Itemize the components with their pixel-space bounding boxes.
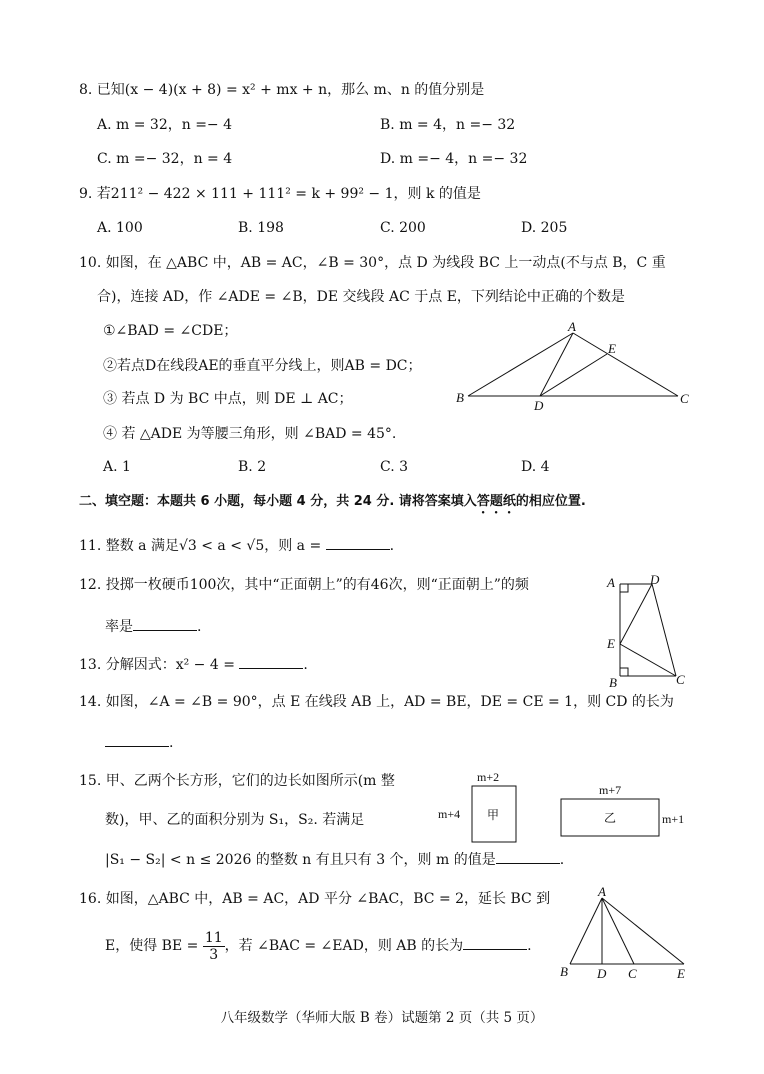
- q10-edge-de: [540, 354, 607, 396]
- q8-option-d: D. m =− 4，n =− 32: [380, 151, 528, 167]
- q16-label-a: A: [598, 886, 606, 899]
- q14-figure: [604, 572, 696, 690]
- q16-edge-ae: [602, 898, 684, 964]
- q15-answer-blank: [496, 849, 560, 864]
- q11-answer-blank: [326, 535, 390, 550]
- q16-label-e: E: [677, 966, 685, 981]
- q14-line1: 14. 如图，∠A = ∠B = 90°，点 E 在线段 AB 上，AD = BE，DE = CE = 1，则 CD 的长为: [79, 694, 674, 710]
- q13-answer-blank: [239, 654, 303, 669]
- q10-label-b: B: [456, 390, 464, 405]
- q12-line2: [105, 616, 201, 637]
- q12-answer-blank: [133, 616, 197, 631]
- q15-yi-side-label: m+1: [662, 812, 685, 826]
- q15-line2: 数)，甲、乙的面积分别为 S₁，S₂. 若满足: [105, 812, 365, 828]
- q8-option-c: C. m =− 32，n = 4: [97, 151, 233, 167]
- q10-label-d: D: [534, 398, 544, 413]
- q14-right-angle-b: [620, 668, 628, 676]
- q15-yi-label: 乙: [604, 811, 617, 825]
- section-2-heading: [79, 492, 586, 517]
- q8-stem: 8. 已知(x − 4)(x + 8) = x² + mx + n，那么 m、n 的值分别是: [79, 82, 485, 98]
- q16-answer-blank: [463, 935, 527, 950]
- q9-option-a: A. 100: [97, 220, 143, 236]
- q10-statement-4: ④ 若 △ADE 为等腰三角形，则 ∠BAD = 45°.: [103, 426, 397, 442]
- q10-option-a: A. 1: [103, 459, 131, 475]
- q10-triangle-figure: [450, 318, 700, 414]
- q10-line2: 合)，连接 AD，作 ∠ADE = ∠B，DE 交线段 AC 于点 E，下列结论中正确的个数是: [97, 289, 625, 305]
- section-2-head-text: 二、填空题：本题共 6 小题，每小题 4 分，共 24 分. 请将答案填入: [79, 494, 477, 509]
- q9-option-c: C. 200: [380, 220, 426, 236]
- section-2-emphasis: 答题纸: [476, 494, 516, 509]
- q10-edge-ac: [573, 333, 678, 396]
- q15-period: .: [559, 852, 565, 868]
- q9-stem: 9. 若211² − 422 × 111 + 111² = k + 99² − 1，则 k 的值是: [79, 186, 481, 202]
- q11-text: 11. 整数 a 满足√3 < a < √5，则 a =: [79, 538, 322, 554]
- q13-text: 13. 分解因式：x² − 4 =: [79, 657, 235, 673]
- q9-option-b: B. 198: [238, 220, 284, 236]
- q14-right-angle-a: [620, 584, 628, 592]
- q13: [79, 654, 308, 675]
- q16-label-c: C: [628, 966, 637, 981]
- q10-label-c: C: [680, 391, 689, 406]
- q14-edge-de: [620, 584, 652, 644]
- q14-label-b: B: [609, 675, 617, 690]
- q16-line2-post: ，若 ∠BAC = ∠EAD，则 AB 的长为: [224, 938, 464, 954]
- q10-option-b: B. 2: [238, 459, 267, 475]
- q16-frac-den: 3: [209, 946, 219, 963]
- q14-label-c: C: [676, 672, 685, 687]
- q16-triangle-figure: [556, 886, 696, 982]
- q15-yi-top-label: m+7: [599, 783, 622, 797]
- q10-statement-3: ③ 若点 D 为 BC 中点，则 DE ⊥ AC；: [103, 391, 353, 407]
- q15-rectangles-figure: [430, 768, 700, 848]
- q16-frac-num: 11: [204, 929, 223, 946]
- q10-option-d: D. 4: [521, 459, 550, 475]
- q16-label-d: D: [597, 966, 607, 981]
- q11-period: .: [389, 538, 395, 554]
- q10-line1: 10. 如图，在 △ABC 中，AB = AC，∠B = 30°，点 D 为线段 BC 上一动点(不与点 B，C 重: [79, 255, 666, 271]
- q12-line2-text: 率是: [105, 619, 133, 635]
- q15-line1: 15. 甲、乙两个长方形，它们的边长如图所示(m 整: [79, 773, 395, 789]
- q16-period: .: [527, 938, 532, 954]
- q15-line3-text: |S₁ − S₂| < n ≤ 2026 的整数 n 有且只有 3 个，则 m 的值是: [105, 852, 496, 868]
- q14-label-d: D: [650, 572, 660, 587]
- q10-label-e: E: [608, 341, 616, 356]
- page-footer: 八年级数学（华师大版 B 卷）试题第 2 页（共 5 页）: [220, 1010, 544, 1026]
- q10-label-a: A: [568, 319, 576, 334]
- q14-label-e: E: [607, 636, 615, 651]
- q15-jia-top-label: m+2: [477, 770, 500, 784]
- q16-line1: 16. 如图，△ABC 中，AB = AC，AD 平分 ∠BAC，BC = 2，延长 BC 到: [79, 891, 551, 907]
- q16-edge-ab: [570, 898, 602, 964]
- q10-option-c: C. 3: [380, 459, 409, 475]
- q15-line3: [105, 849, 564, 870]
- q8-option-a: A. m = 32，n =− 4: [97, 117, 233, 133]
- q14-period: .: [169, 735, 174, 751]
- q16-edge-ac: [602, 898, 634, 964]
- q11: [79, 535, 394, 556]
- q9-option-d: D. 205: [521, 220, 568, 236]
- q12-period: .: [197, 619, 202, 635]
- q14-edge-dc: [652, 584, 676, 676]
- q16-line2-pre: E，使得 BE =: [105, 938, 199, 954]
- q15-jia-label: 甲: [487, 808, 500, 822]
- q15-jia-side-label: m+4: [438, 807, 461, 821]
- q8-option-b: B. m = 4，n =− 32: [380, 117, 516, 133]
- q16-label-b: B: [560, 964, 568, 979]
- q14-label-a: A: [607, 575, 615, 590]
- section-2-tail: 的相应位置.: [515, 494, 586, 509]
- q10-statement-2: ②若点D在线段AE的垂直平分线上，则AB = DC；: [103, 358, 422, 374]
- q14-line2: [105, 732, 173, 753]
- q16-fraction: [203, 930, 225, 963]
- q16-line2: [105, 928, 532, 964]
- q14-answer-blank: [105, 732, 169, 747]
- q12-line1: 12. 投掷一枚硬币100次，其中“正面朝上”的有46次，则“正面朝上”的频: [79, 577, 529, 593]
- q13-period: .: [303, 657, 308, 673]
- q10-edge-ab: [468, 333, 573, 396]
- q10-statement-1: ①∠BAD = ∠CDE；: [103, 323, 238, 339]
